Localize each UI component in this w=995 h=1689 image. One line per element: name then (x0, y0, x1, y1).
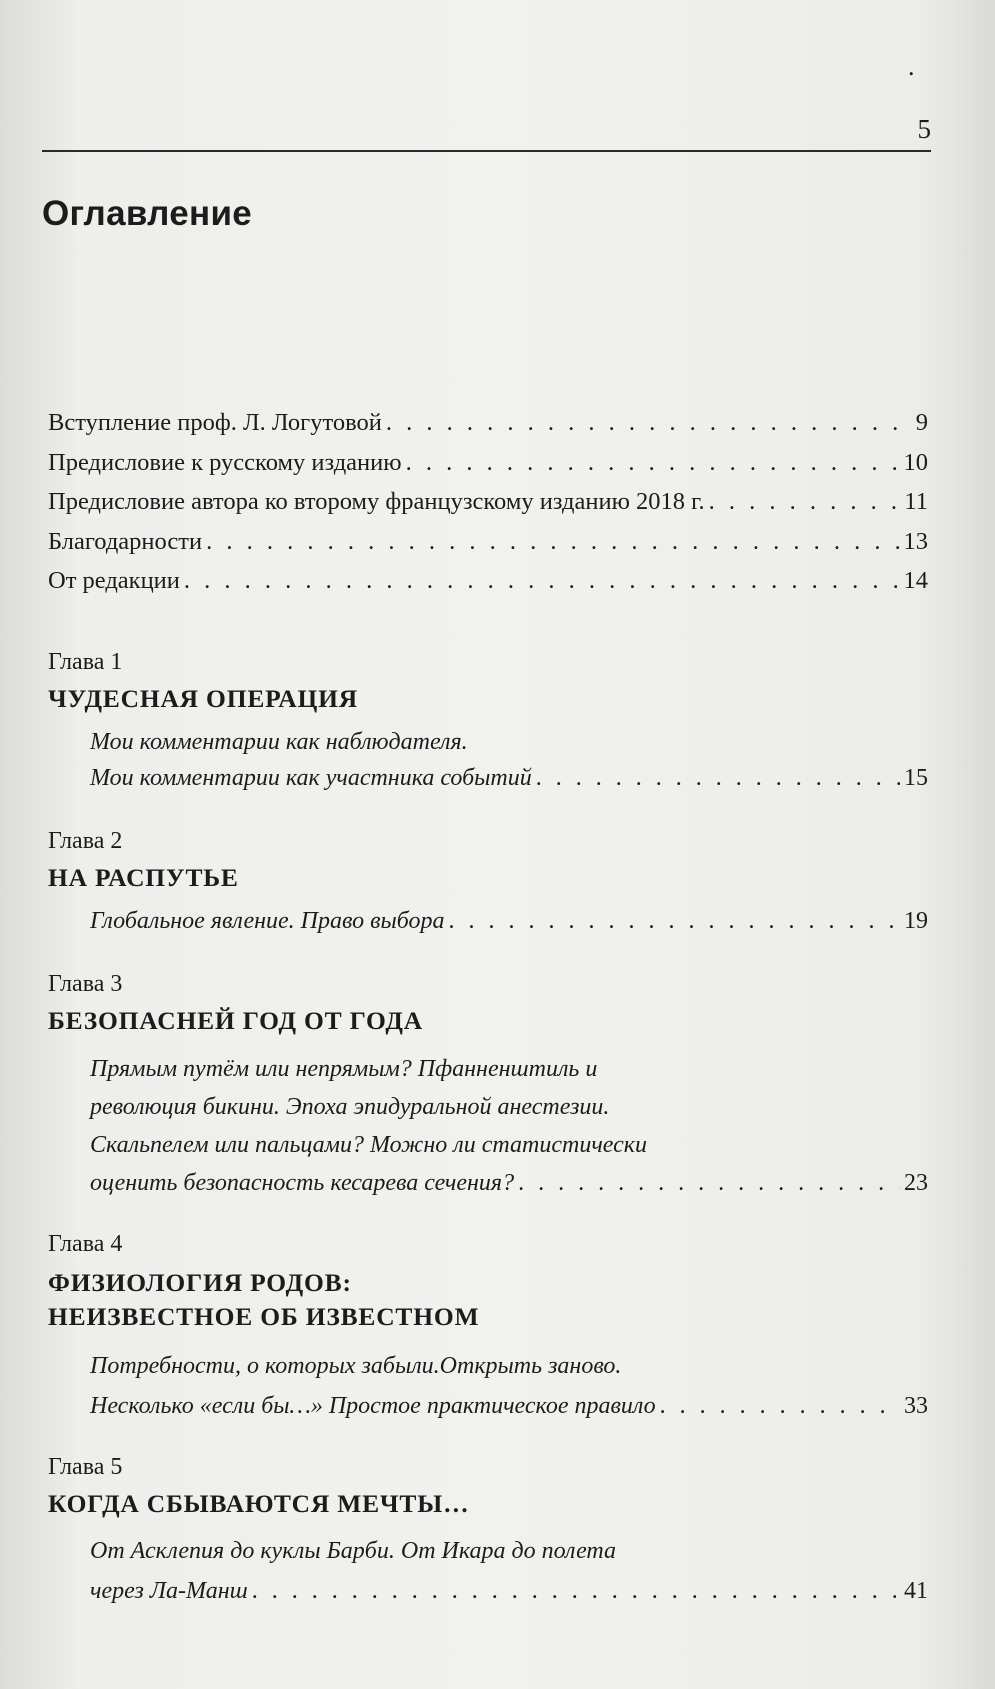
toc-entry-title: Вступление проф. Л. Логутовой (48, 409, 382, 436)
leader-dots (709, 488, 901, 516)
chapter-title[interactable]: ФИЗИОЛОГИЯ РОДОВ: НЕИЗВЕСТНОЕ ОБ ИЗВЕСТНОМ (48, 1268, 480, 1331)
chapter-4 (48, 1230, 928, 1426)
subtopic-line: Глобальное явление. Право выбора (90, 908, 445, 934)
toc-entry-page: 11 (904, 488, 928, 515)
chapter-3 (48, 970, 928, 1202)
chapter-label: Глава 1 (48, 649, 123, 675)
leader-dots (386, 409, 912, 437)
chapter-title[interactable]: ЧУДЕСНАЯ ОПЕРАЦИЯ (48, 684, 358, 713)
chapter-label: Глава 2 (48, 828, 123, 854)
toc-entry[interactable] (48, 409, 928, 449)
leader-dots (406, 449, 900, 477)
toc-entry-page: 14 (903, 567, 928, 594)
chapter-label: Глава 3 (48, 971, 123, 997)
chapter-subtopics (90, 1346, 928, 1426)
toc-entry-title: Благодарности (48, 527, 203, 555)
page-number: 5 (917, 114, 931, 144)
chapter-title[interactable]: КОГДА СБЫВАЮТСЯ МЕЧТЫ… (48, 1489, 470, 1518)
leader-dots (206, 528, 899, 556)
toc-entry[interactable] (48, 567, 928, 607)
toc-entry-title: Предисловие автора ко второму французскому изданию 2018 г. (48, 488, 705, 515)
header-rule (42, 150, 931, 152)
chapter-subtopics (90, 903, 928, 939)
subtopic-line: Прямым путём или непрямым? Пфанненштиль и (90, 1056, 598, 1082)
chapter-label: Глава 5 (48, 1454, 123, 1480)
chapter-subtopics (90, 724, 928, 796)
toc-entry[interactable] (48, 488, 928, 528)
subtopic-line: Мои комментарии как участника событий (90, 765, 532, 791)
leader-dots (536, 760, 900, 796)
chapter-page: 23 (904, 1170, 928, 1196)
chapter-page: 15 (904, 765, 928, 791)
front-matter-list (48, 409, 928, 607)
chapter-page: 33 (904, 1393, 928, 1419)
leader-dots (449, 903, 900, 939)
subtopic-line: оценить безопасность кесарева сечения? (90, 1170, 515, 1196)
toc-entry-page: 10 (903, 448, 928, 476)
chapter-subtopics (90, 1050, 928, 1202)
chapter-1 (48, 648, 928, 796)
chapter-page: 19 (904, 908, 928, 934)
subtopic-line: Несколько «если бы…» Простое практическое правило (90, 1393, 656, 1419)
toc-entry-title: От редакции (48, 567, 180, 594)
subtopic-line: От Асклепия до куклы Барби. От Икара до полета (90, 1538, 617, 1564)
toc-entry[interactable] (48, 528, 928, 568)
chapter-subtopics (90, 1531, 928, 1611)
leader-dots (660, 1386, 900, 1426)
subtopic-line: через Ла-Манш (90, 1578, 248, 1604)
chapter-title[interactable]: БЕЗОПАСНЕЙ ГОД ОТ ГОДА (48, 1006, 423, 1035)
toc-entry-page: 9 (915, 409, 928, 436)
page-mark: . (908, 52, 915, 81)
chapter-page: 41 (904, 1578, 928, 1604)
leader-dots (518, 1164, 900, 1202)
toc-entry-page: 13 (903, 527, 928, 555)
leader-dots (252, 1571, 900, 1611)
subtopic-line: Потребности, о которых забыли.Открыть заново. (90, 1353, 622, 1379)
toc-title: Оглавление (42, 194, 253, 233)
subtopic-line: Скальпелем или пальцами? Можно ли статистически (90, 1132, 647, 1158)
chapter-title[interactable]: НА РАСПУТЬЕ (48, 863, 239, 892)
toc-entry[interactable] (48, 449, 928, 489)
chapter-2 (48, 827, 928, 939)
chapter-5 (48, 1453, 928, 1611)
subtopic-line: Мои комментарии как наблюдателя. (90, 729, 468, 755)
toc-entry-title: Предисловие к русскому изданию (48, 448, 402, 476)
leader-dots (184, 567, 900, 595)
subtopic-line: революция бикини. Эпоха эпидуральной анестезии. (90, 1094, 610, 1120)
chapter-label: Глава 4 (48, 1231, 123, 1257)
